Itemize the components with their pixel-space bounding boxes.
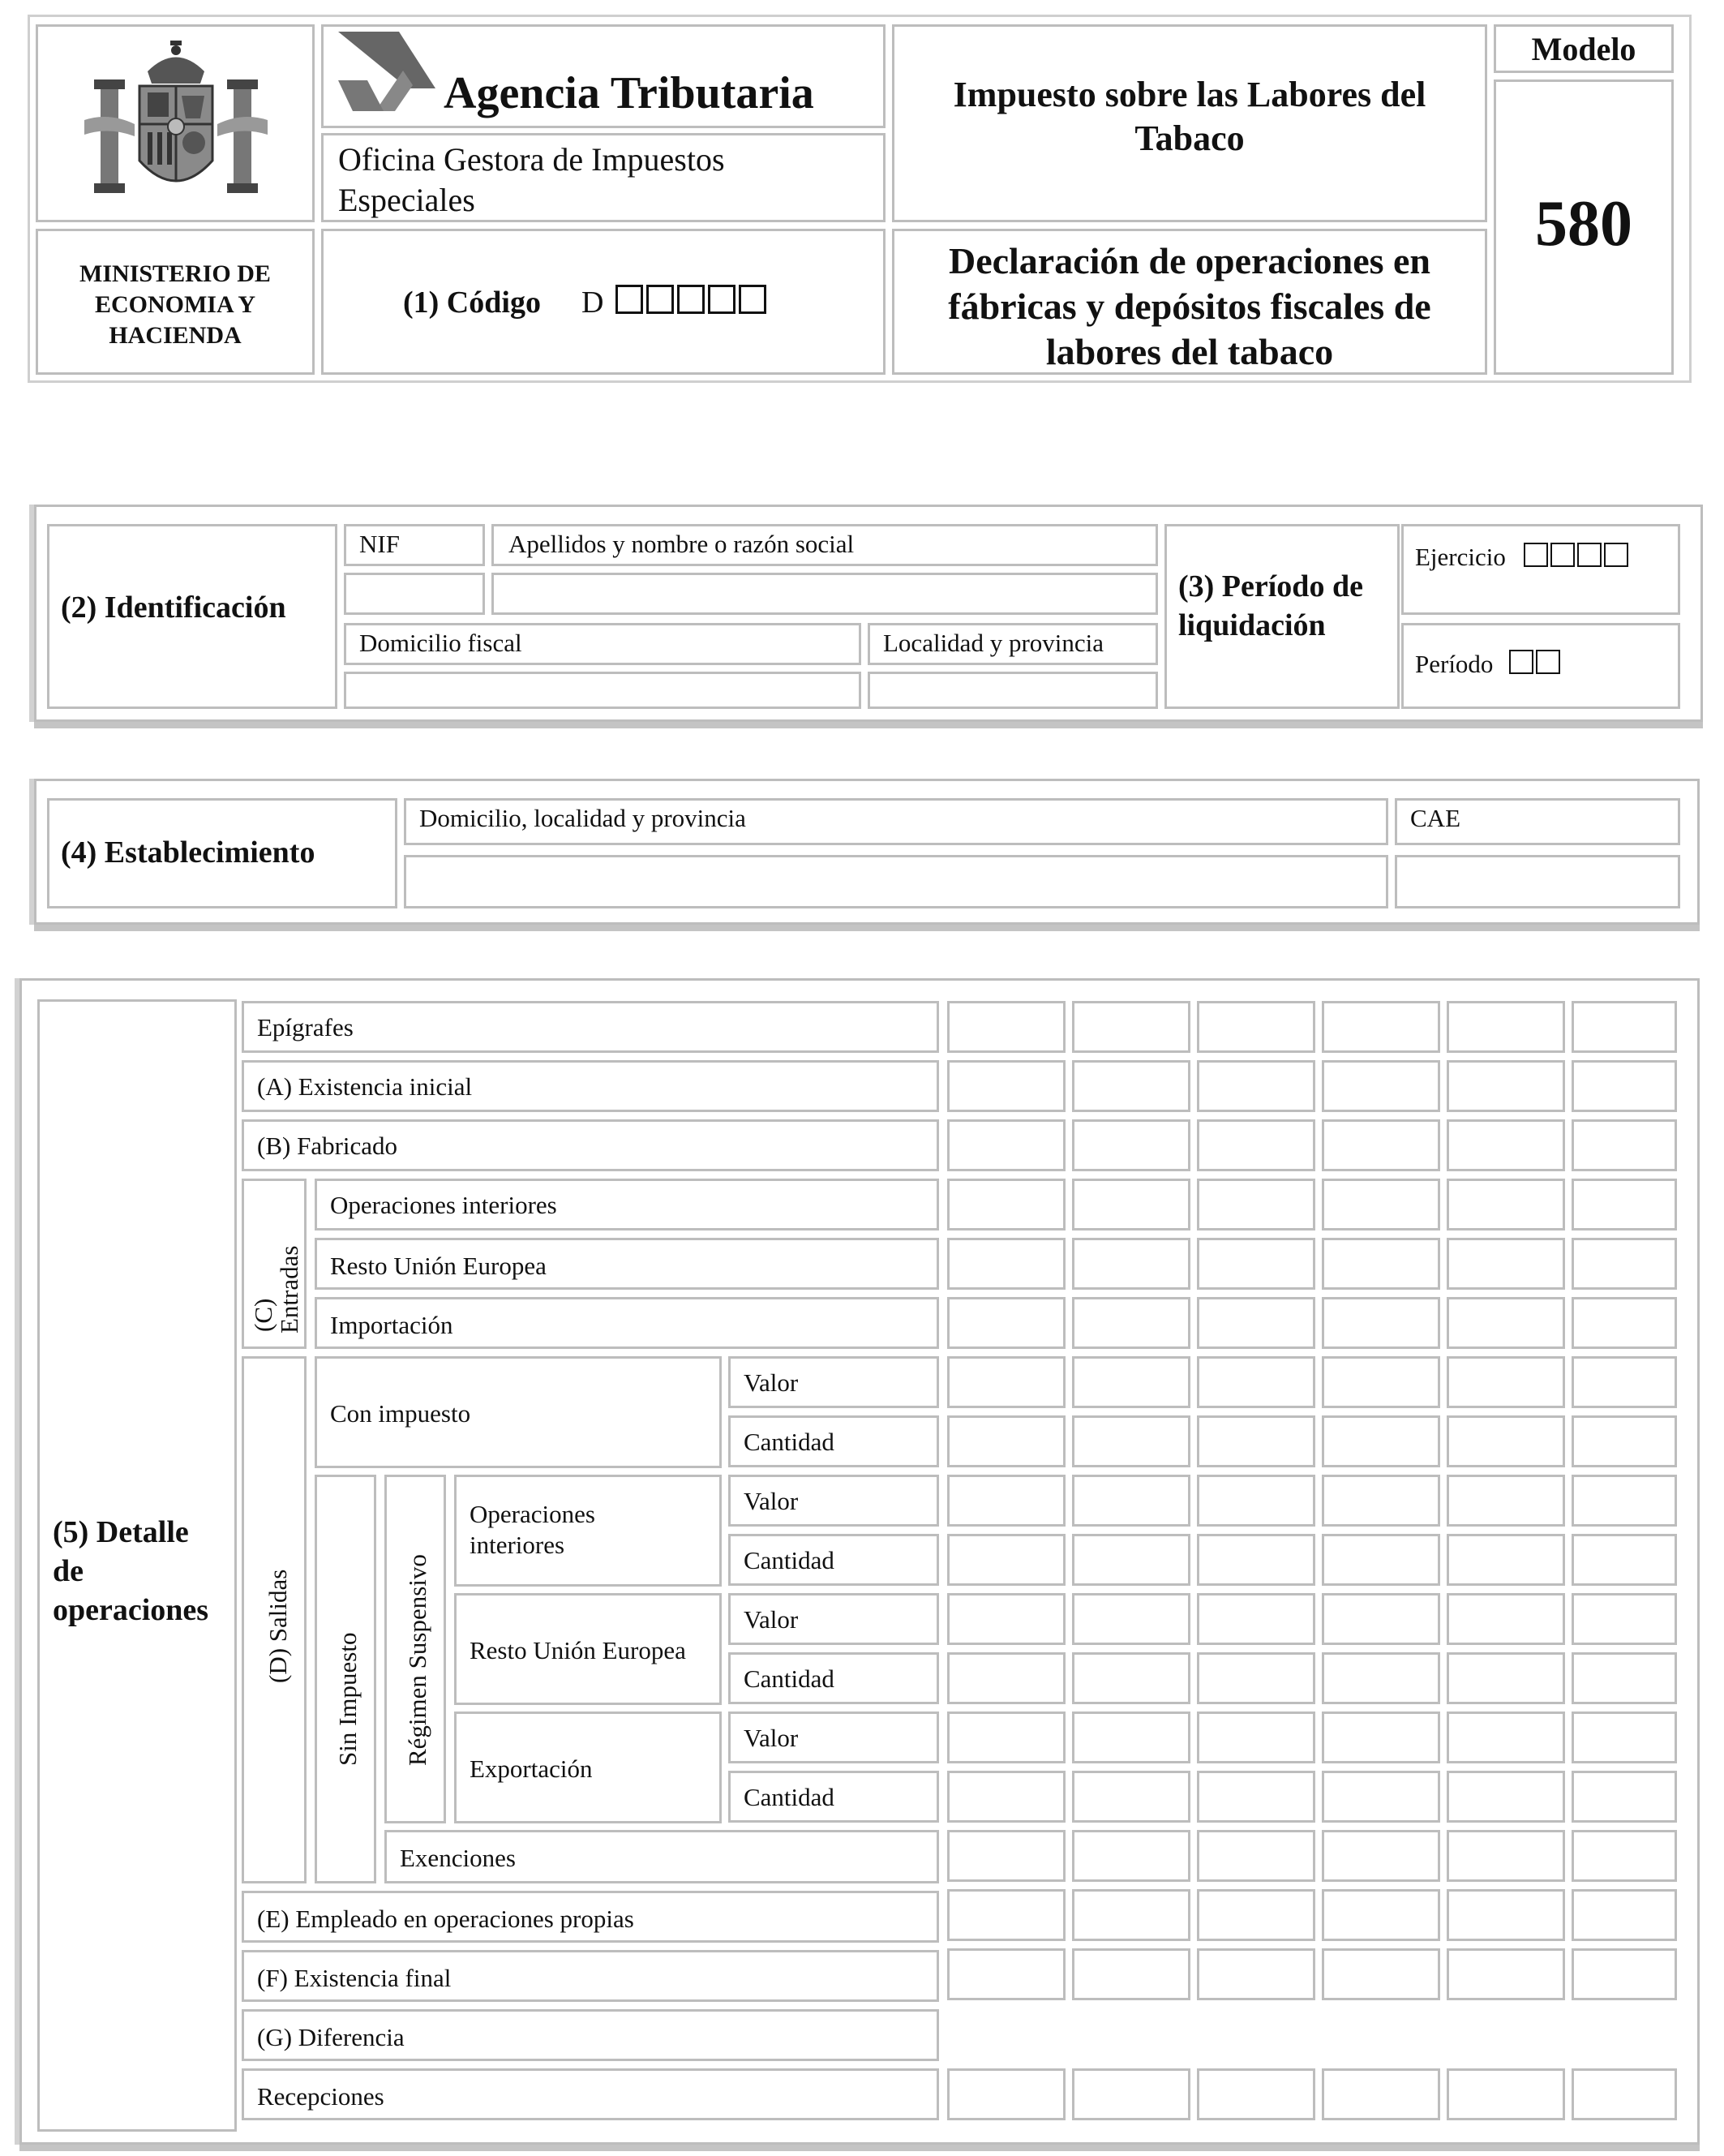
cantidad-label-cell [728,1771,939,1823]
locality-label: Localidad y provincia [883,629,1104,657]
amount-input-cell[interactable] [1072,1711,1190,1763]
row-con-impuesto [315,1356,722,1468]
details-title-cell [37,999,237,2132]
amount-input-cell[interactable] [1322,1356,1440,1408]
amount-input-cell[interactable] [1322,2068,1440,2120]
amount-input-cell[interactable] [1197,1711,1315,1763]
address-label: Domicilio fiscal [359,629,522,657]
amount-input-cell[interactable] [1572,1179,1677,1230]
establishment-address-label: Domicilio, localidad y provincia [419,804,746,832]
declaration-cell [892,229,1487,375]
row-label: Operaciones [470,1500,595,1528]
row-empleado [242,1891,939,1943]
tax-title-line-2: Tabaco [1134,118,1245,158]
amount-input-cell[interactable] [1072,1238,1190,1290]
amount-input-cell[interactable] [1322,1534,1440,1586]
nif-label: NIF [359,530,400,558]
amount-input-cell[interactable] [1072,1297,1190,1349]
sin-impuesto-label: Sin Impuesto [333,1632,362,1766]
amount-input-cell[interactable] [1197,1297,1315,1349]
row-label: Recepciones [257,2082,384,2111]
amount-input-cell[interactable] [947,1415,1066,1467]
amount-input-cell[interactable] [1322,1711,1440,1763]
ministry-line-3: HACIENDA [109,322,242,349]
address-input[interactable] [344,672,861,709]
amount-input-cell[interactable] [1072,1771,1190,1823]
amount-input-cell[interactable] [1197,1534,1315,1586]
amount-input-cell[interactable] [1572,1297,1677,1349]
amount-input-cell[interactable] [1572,1060,1677,1112]
establishment-title-cell [47,798,397,908]
row-existencia-final [242,1950,939,2002]
declaration-line-1: Declaración de operaciones en [948,240,1431,281]
amount-input-cell[interactable] [947,1534,1066,1586]
amount-input-cell[interactable] [1447,1297,1565,1349]
amount-input-cell[interactable] [1072,1179,1190,1230]
ministry-cell [36,229,315,375]
amount-input-cell[interactable] [1447,1711,1565,1763]
amount-input-cell[interactable] [1572,1356,1677,1408]
cae-label: CAE [1410,804,1460,832]
amount-input-cell[interactable] [947,1356,1066,1408]
period-title-line-1: (3) Período de [1178,569,1363,603]
valor-label-cell [728,1356,939,1408]
amount-input-cell[interactable] [1072,1830,1190,1882]
name-label-cell [491,524,1158,566]
amount-input-cell[interactable] [1197,1948,1315,2000]
cantidad-label-cell [728,1652,939,1704]
office-line-1: Oficina Gestora de Impuestos [338,141,725,178]
amount-input-cell[interactable] [947,1060,1066,1112]
amount-input-cell[interactable] [1572,1238,1677,1290]
amount-input-cell[interactable] [1572,2068,1677,2120]
amount-input-cell[interactable] [947,1119,1066,1171]
row-label: (F) Existencia final [257,1964,452,1992]
row-label: Importación [330,1311,453,1339]
coat-of-arms-icon [83,39,269,209]
model-number-cell [1494,79,1674,375]
salidas-label: (D) Salidas [264,1569,292,1683]
amount-input-cell[interactable] [947,1593,1066,1645]
amount-input-cell[interactable] [947,1830,1066,1882]
amount-input-cell[interactable] [1197,1415,1315,1467]
amount-input-cell[interactable] [1197,1179,1315,1230]
amount-input-cell[interactable] [1072,1593,1190,1645]
entradas-label-1: (C) [249,1298,277,1332]
amount-input-cell[interactable] [947,1475,1066,1527]
regimen-suspensivo-group [384,1475,446,1823]
amount-input-cell[interactable] [1322,1475,1440,1527]
model-label: Modelo [1531,31,1636,67]
amount-input-cell[interactable] [1572,1652,1677,1704]
amount-input-cell[interactable] [1322,1652,1440,1704]
amount-input-cell[interactable] [1447,1238,1565,1290]
details-title-line-3: operaciones [53,1593,209,1627]
amount-input-cell[interactable] [1197,1889,1315,1941]
row-recepciones [242,2068,939,2120]
agency-cell [321,24,886,128]
agency-logo-icon [338,32,435,116]
amount-input-cell[interactable] [1447,1593,1565,1645]
amount-input-cell[interactable] [1447,2068,1565,2120]
amount-input-cell[interactable] [1072,1475,1190,1527]
amount-input-cell[interactable] [1322,1297,1440,1349]
amount-input-cell[interactable] [1572,1534,1677,1586]
nif-input[interactable] [344,573,485,615]
row-label: (E) Empleado en operaciones propias [257,1905,634,1933]
office-cell [321,133,886,222]
cantidad-label: Cantidad [744,1783,834,1811]
code-input-boxes[interactable] [615,285,770,314]
amount-input-cell[interactable] [1447,1889,1565,1941]
establishment-address-label-cell [404,798,1388,845]
amount-input-cell[interactable] [1072,1415,1190,1467]
valor-label-cell [728,1593,939,1645]
row-label: Epígrafes [257,1013,354,1041]
nif-label-cell [344,524,485,566]
name-input[interactable] [491,573,1158,615]
valor-label: Valor [744,1605,799,1634]
amount-input-cell[interactable] [1572,1889,1677,1941]
row-op-interiores [454,1475,722,1587]
details-title-line-1: (5) Detalle [53,1515,189,1549]
row-label: Con impuesto [330,1399,471,1428]
entradas-group [242,1179,307,1349]
valor-label: Valor [744,1724,799,1752]
valor-label: Valor [744,1487,799,1515]
amount-input-cell[interactable] [1572,1415,1677,1467]
amount-input-cell[interactable] [1322,1593,1440,1645]
amount-input-cell[interactable] [1572,1830,1677,1882]
amount-input-cell[interactable] [1072,1060,1190,1112]
amount-input-cell[interactable] [1447,1475,1565,1527]
year-label: Ejercicio [1415,543,1506,571]
valor-label-cell [728,1475,939,1527]
row-resto-ue [454,1593,722,1705]
amount-input-cell[interactable] [1572,1475,1677,1527]
tax-title-cell [892,24,1487,222]
address-label-cell [344,623,861,665]
amount-input-cell[interactable] [947,1948,1066,2000]
amount-input-cell[interactable] [947,1771,1066,1823]
cantidad-label: Cantidad [744,1664,834,1693]
salidas-group [242,1356,307,1883]
regimen-suspensivo-label: Régimen Suspensivo [403,1554,431,1766]
amount-input-cell[interactable] [947,1179,1066,1230]
row-label: (A) Existencia inicial [257,1072,473,1101]
entradas-label-2: Entradas [275,1245,303,1334]
tax-title-line-1: Impuesto sobre las Labores del [953,75,1426,114]
amount-input-cell[interactable] [1322,1830,1440,1882]
amount-input-cell[interactable] [1447,1415,1565,1467]
amount-input-cell[interactable] [947,1652,1066,1704]
cantidad-label-cell [728,1415,939,1467]
ministry-line-2: ECONOMIA Y [94,291,256,318]
amount-input-cell[interactable] [1447,1652,1565,1704]
amount-input-cell[interactable] [947,1001,1066,1053]
valor-label-cell [728,1711,939,1763]
amount-input-cell[interactable] [1572,1711,1677,1763]
valor-label: Valor [744,1368,799,1397]
model-number: 580 [1535,188,1632,260]
identification-title-cell [47,524,337,709]
amount-input-cell[interactable] [1322,1119,1440,1171]
amount-input-cell[interactable] [1072,1889,1190,1941]
amount-input-cell[interactable] [1322,1771,1440,1823]
cae-label-cell [1395,798,1680,845]
amount-input-cell[interactable] [947,2068,1066,2120]
amount-input-cell[interactable] [947,1711,1066,1763]
year-cell [1401,524,1680,615]
amount-input-cell[interactable] [1322,1948,1440,2000]
amount-input-cell[interactable] [1322,1001,1440,1053]
model-label-cell [1494,24,1674,73]
amount-input-cell[interactable] [1447,1060,1565,1112]
amount-input-cell[interactable] [1572,1948,1677,2000]
identification-title: (2) Identificación [61,591,286,625]
amount-input-cell[interactable] [947,1238,1066,1290]
code-cell [321,229,886,375]
row-label: interiores [470,1531,565,1559]
amount-input-cell[interactable] [1447,1179,1565,1230]
period-cell [1401,623,1680,709]
amount-input-cell[interactable] [1197,1593,1315,1645]
amount-input-cell[interactable] [1572,1119,1677,1171]
code-label: (1) Código [403,286,541,320]
amount-input-cell[interactable] [1197,1238,1315,1290]
ministry-line-1: MINISTERIO DE [79,260,271,287]
cantidad-label-cell [728,1534,939,1586]
amount-input-cell[interactable] [1072,1534,1190,1586]
amount-input-cell[interactable] [1572,1771,1677,1823]
cantidad-label: Cantidad [744,1428,834,1456]
amount-input-cell[interactable] [947,1889,1066,1941]
period-title-line-2: liquidación [1178,608,1326,642]
row-label: (G) Diferencia [257,2023,405,2051]
period-title-cell [1164,524,1400,709]
establishment-title: (4) Establecimiento [61,835,315,870]
amount-input-cell[interactable] [1572,1001,1677,1053]
amount-input-cell[interactable] [1072,1001,1190,1053]
amount-input-cell[interactable] [1322,1889,1440,1941]
row-fabricado [242,1119,939,1171]
row-label: (B) Fabricado [257,1132,398,1160]
row-entradas-ue [315,1238,939,1290]
amount-input-cell[interactable] [1197,2068,1315,2120]
name-label: Apellidos y nombre o razón social [508,530,855,558]
cae-input[interactable] [1395,855,1680,908]
row-label: Exportación [470,1754,593,1783]
row-diferencia [242,2009,939,2061]
amount-input-cell[interactable] [1197,1119,1315,1171]
amount-input-cell[interactable] [1322,1415,1440,1467]
amount-input-cell[interactable] [1447,1356,1565,1408]
row-label: Resto Unión Europea [330,1252,547,1280]
amount-input-cell[interactable] [947,1297,1066,1349]
cantidad-label: Cantidad [744,1546,834,1574]
amount-input-cell[interactable] [1447,1830,1565,1882]
details-title-line-2: de [53,1554,84,1588]
amount-input-cell[interactable] [1197,1830,1315,1882]
amount-input-cell[interactable] [1447,1534,1565,1586]
row-exenciones [384,1830,939,1883]
row-entradas-interiores [315,1179,939,1230]
declaration-line-2: fábricas y depósitos fiscales de [948,286,1431,327]
amount-input-cell[interactable] [1322,1238,1440,1290]
amount-input-cell[interactable] [1072,1119,1190,1171]
row-epigrafes [242,1001,939,1053]
amount-input-cell[interactable] [1447,1001,1565,1053]
locality-label-cell [868,623,1158,665]
amount-input-cell[interactable] [1197,1001,1315,1053]
amount-input-cell[interactable] [1072,1652,1190,1704]
row-label: Operaciones interiores [330,1191,557,1219]
row-label: Resto Unión Europea [470,1636,686,1664]
office-line-2: Especiales [338,182,475,218]
amount-input-cell[interactable] [1447,1948,1565,2000]
row-exportacion [454,1711,722,1823]
amount-input-cell[interactable] [1197,1652,1315,1704]
row-importacion [315,1297,939,1349]
amount-input-cell[interactable] [1072,1356,1190,1408]
amount-input-cell[interactable] [1072,2068,1190,2120]
establishment-address-input[interactable] [404,855,1388,908]
year-input-boxes[interactable] [1524,543,1631,568]
amount-input-cell[interactable] [1322,1179,1440,1230]
amount-input-cell[interactable] [1197,1475,1315,1527]
agency-name: Agencia Tributaria [444,68,814,118]
sin-impuesto-group [315,1475,376,1883]
period-input-boxes[interactable] [1509,650,1563,675]
coat-of-arms-cell [36,24,315,222]
amount-input-cell[interactable] [1447,1119,1565,1171]
amount-input-cell[interactable] [1197,1356,1315,1408]
row-label: Exenciones [400,1844,516,1872]
code-prefix: D [581,286,604,320]
amount-input-cell[interactable] [1322,1060,1440,1112]
period-label: Período [1415,650,1494,678]
locality-input[interactable] [868,672,1158,709]
amount-input-cell[interactable] [1572,1593,1677,1645]
declaration-line-3: labores del tabaco [1045,331,1334,372]
amount-input-cell[interactable] [1197,1060,1315,1112]
amount-input-cell[interactable] [1197,1771,1315,1823]
amount-input-cell[interactable] [1072,1948,1190,2000]
row-existencia-inicial [242,1060,939,1112]
amount-input-cell[interactable] [1447,1771,1565,1823]
